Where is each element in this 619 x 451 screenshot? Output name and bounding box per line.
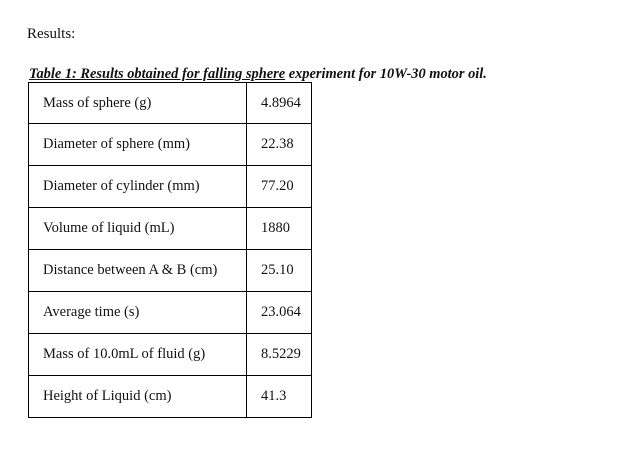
row-value: 1880 (247, 208, 312, 250)
table-caption-rest: experiment for 10W-30 motor oil. (285, 66, 487, 82)
row-value: 23.064 (247, 292, 312, 334)
table-caption-underlined: Table 1: Results obtained for falling sphere (29, 66, 286, 82)
table-row (29, 124, 312, 166)
table-row (29, 208, 312, 250)
row-value: 25.10 (247, 250, 312, 292)
table-row (29, 250, 312, 292)
results-heading: Results: (27, 26, 76, 42)
row-value: 77.20 (247, 166, 312, 208)
table-row (29, 334, 312, 376)
row-label: Diameter of sphere (mm) (29, 124, 247, 166)
row-label: Mass of sphere (g) (29, 83, 247, 124)
row-label: Diameter of cylinder (mm) (29, 166, 247, 208)
row-value: 41.3 (247, 376, 312, 418)
table-row (29, 83, 312, 124)
row-value: 8.5229 (247, 334, 312, 376)
row-label: Volume of liquid (mL) (29, 208, 247, 250)
row-label: Height of Liquid (cm) (29, 376, 247, 418)
row-label: Mass of 10.0mL of fluid (g) (29, 334, 247, 376)
table-row (29, 376, 312, 418)
table-caption (29, 65, 487, 83)
row-value: 22.38 (247, 124, 312, 166)
row-label: Distance between A & B (cm) (29, 250, 247, 292)
row-label: Average time (s) (29, 292, 247, 334)
results-table (28, 82, 312, 418)
table-row (29, 292, 312, 334)
table-row (29, 166, 312, 208)
row-value: 4.8964 (247, 83, 312, 124)
